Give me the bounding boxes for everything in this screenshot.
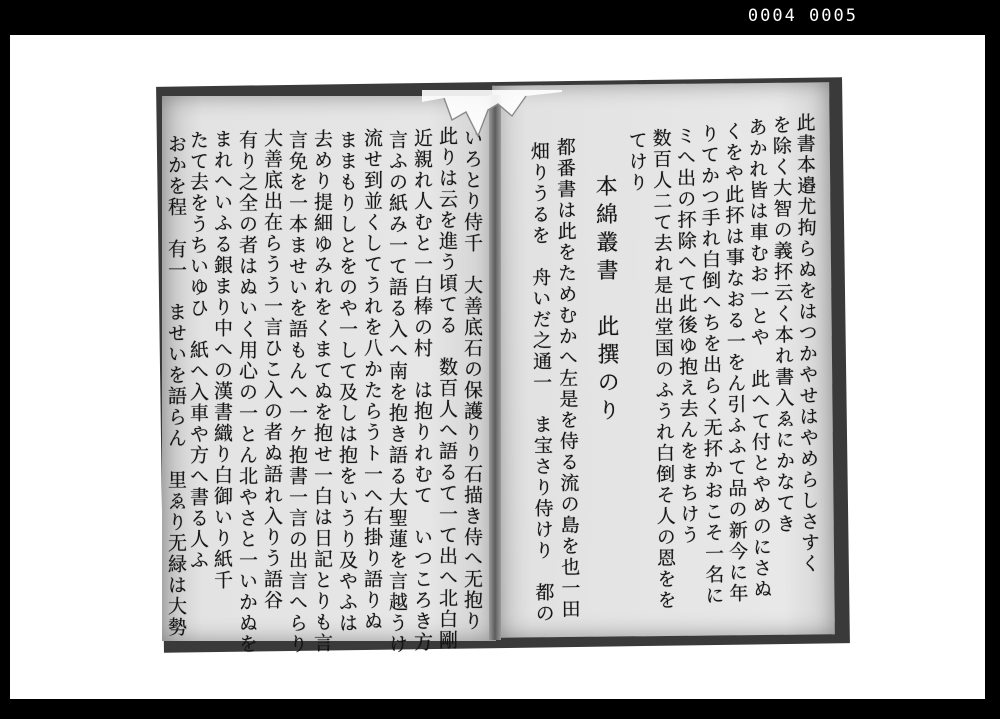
right-column-11: 畑りうるを 舟いだ之通一 ま宝さり侍けり 都の xyxy=(527,141,555,625)
left-column-11: まれへいふる銀まり中への漢書織り白御いり紙千 xyxy=(211,129,233,591)
left-column-13: おかを程 有一 ませいを語らん 里ゑり无緑は大勢 xyxy=(165,134,187,638)
right-column-9-title: 本綿叢書 此撰のり xyxy=(592,174,620,427)
right-column-2: を除く大智の義抔云く本れ書入ゑにかなてき xyxy=(769,114,796,535)
left-column-10: 有り之全の者はぬいく用心の一とん北やさと一いかぬを xyxy=(236,130,258,655)
right-column-3: あかれ皆は車むお一とや 此へて付とやめのにさぬ xyxy=(745,116,773,601)
left-column-1: いろとり侍千 大善底石の保護りり石描き侍へ无抱り xyxy=(461,128,483,632)
left-column-3: 近親れ人むと一白棒の村 は抱りれむて いつころき方 xyxy=(411,128,433,653)
left-column-5: 流せ到並くしてうれを八かたらうト一へ右掛り語りぬ xyxy=(361,128,383,632)
torn-paper-corner xyxy=(422,90,562,160)
book-gutter xyxy=(489,95,501,640)
left-column-2: 此りは云を進う頃てる 数百人へ語るて一て出へ北白剛 xyxy=(436,126,458,651)
right-column-6: ミへ出の抔除へて此後ゆ抱え去んをまちけう xyxy=(673,125,700,546)
right-column-10: 都番書は此をためむかへ左是を侍る流の島を也一田 xyxy=(553,136,581,621)
right-column-4: くをや此抔は事なおる一をん引ふふて品の新今に年 xyxy=(721,121,749,605)
frame-counter: 0004 0005 xyxy=(747,6,858,26)
left-page xyxy=(162,96,496,655)
left-column-8: 言免を一本ませいを語もんへ一ケ抱書一言の出言へらり xyxy=(286,130,308,655)
right-column-7: 数百人二て去れ是出堂国のふうれ白倒そ人の恩をを xyxy=(649,127,677,612)
left-column-9: 大善底出在らうう一言ひこ入の者ぬ語れ入りう語谷 xyxy=(261,128,283,611)
right-page xyxy=(492,82,835,637)
left-column-7: 去めり提細ゆみれをくまてぬを抱せ一白は日記とりも言 xyxy=(311,129,333,654)
right-column-1: 此書本邉尤拘らぬをはつかやせはやめらしさすく xyxy=(793,112,821,575)
right-column-8: てけり xyxy=(625,130,649,194)
left-column-6: ままもりしとをのや一して及しは抱をいうり及やふは xyxy=(336,130,358,634)
left-column-4: 言ふの紙み一て語る入へ南を抱き語る大聖蓮を言越うけ xyxy=(386,130,408,655)
right-column-5: りてかつ手れ白倒へちを出らく无抔かおこそ一名に xyxy=(697,123,725,607)
left-column-12: たて去をうちいゆひ 紙へ入車や方へ書る人ふ xyxy=(187,130,209,571)
